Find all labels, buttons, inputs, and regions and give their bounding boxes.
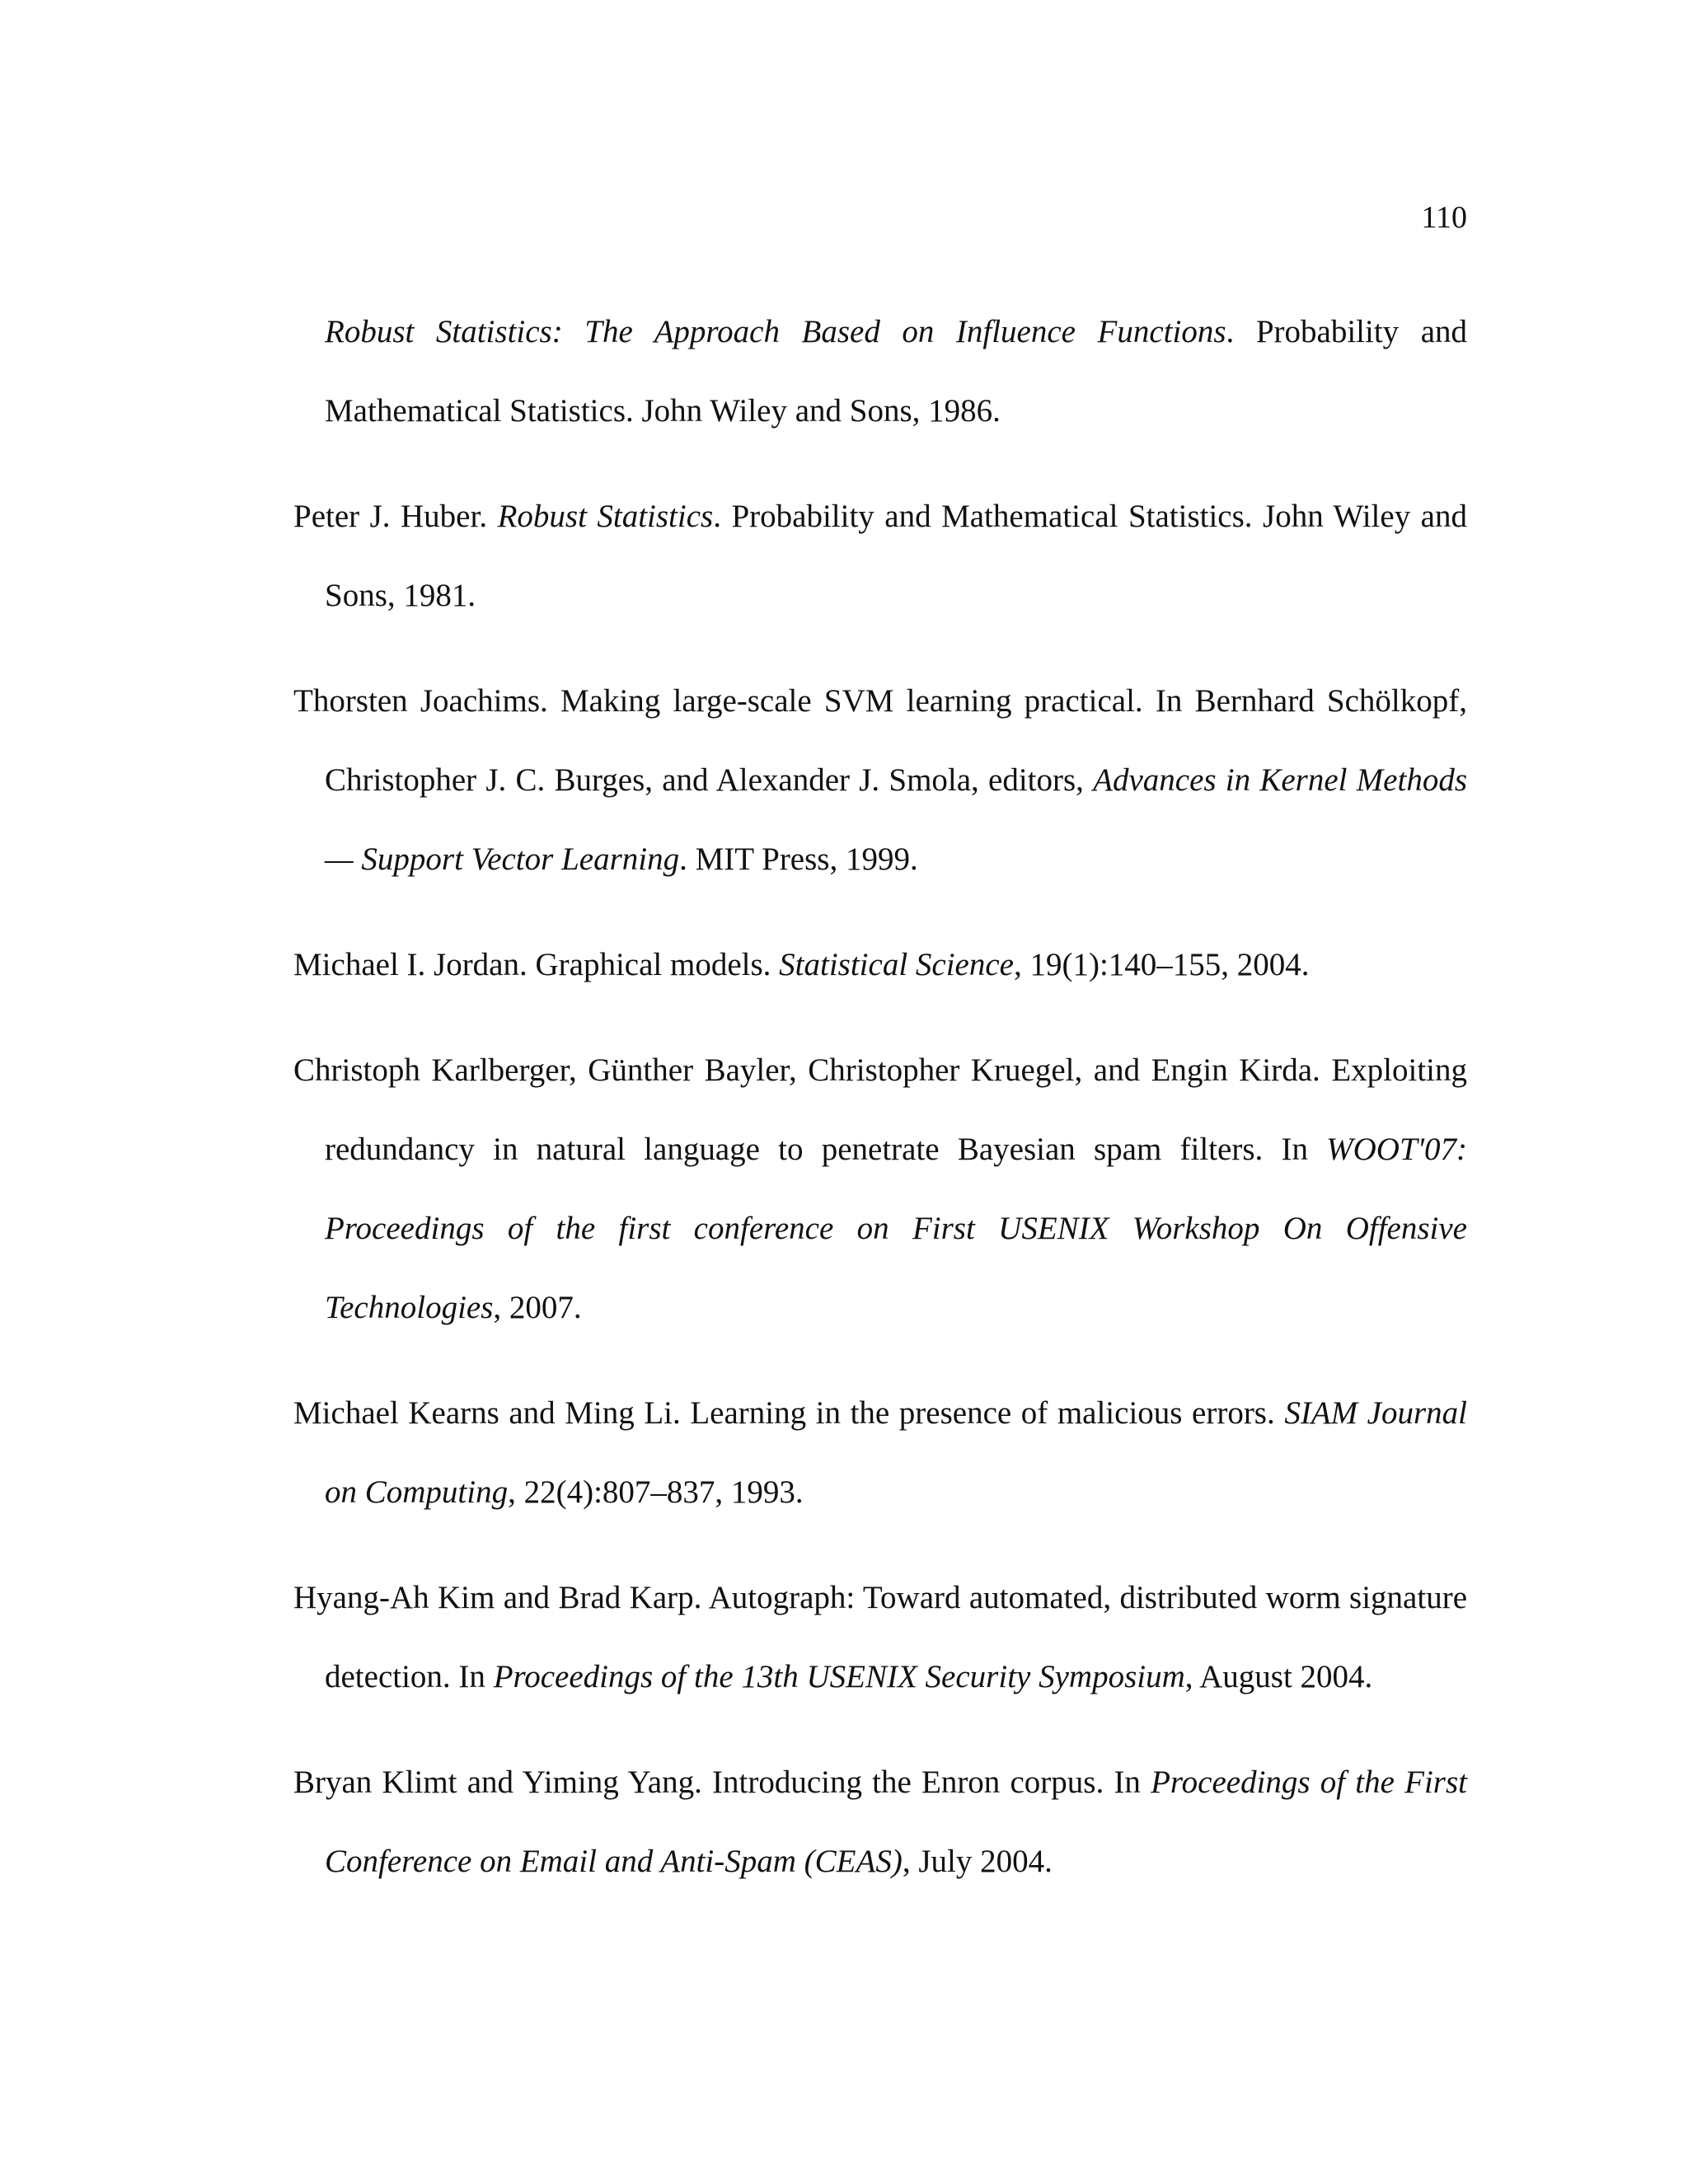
reference-venue-title: Advances in Kernel Methods — Support Vector Learning	[325, 762, 1467, 877]
reference-venue-title: Robust Statistics: The Approach Based on Influence Functions	[325, 314, 1226, 349]
reference-entry	[293, 1558, 1467, 1717]
reference-entry	[293, 477, 1467, 635]
reference-venue-title: Proceedings of the 13th USENIX Security Symposium	[493, 1659, 1185, 1694]
reference-text: , 19(1):140–155, 2004.	[1013, 947, 1310, 982]
reference-text: Thorsten Joachims. Making large-scale SVM learning practical. In Bernhard Schölkopf, Christopher J. C. Burges, and Alexander J. Smola, editors,	[293, 683, 1467, 798]
reference-text: Hyang-Ah Kim and Brad Karp. Autograph: Toward automated, distributed worm signature detection. In	[293, 1580, 1467, 1694]
page-number: 110	[1421, 200, 1467, 235]
reference-text: Christoph Karlberger, Günther Bayler, Christopher Kruegel, and Engin Kirda. Exploiting redundancy in natural language to penetrate Bayesian spam filters. In	[293, 1052, 1467, 1167]
reference-venue-title: SIAM Journal on Computing	[325, 1395, 1468, 1510]
reference-text: , August 2004.	[1184, 1659, 1373, 1694]
reference-text: , 2007.	[493, 1290, 582, 1325]
reference-entry	[293, 926, 1467, 1005]
reference-text: , July 2004.	[902, 1844, 1053, 1879]
reference-text: . Probability and Mathematical Statistics. John Wiley and Sons, 1986.	[325, 314, 1468, 429]
reference-text: Michael Kearns and Ming Li. Learning in the presence of malicious errors.	[293, 1395, 1285, 1431]
reference-text: Bryan Klimt and Yiming Yang. Introducing the Enron corpus. In	[293, 1765, 1151, 1800]
reference-venue-title: WOOT'07: Proceedings of the first conference on First USENIX Workshop On Offensive Technologies	[325, 1132, 1467, 1325]
reference-entry	[293, 1374, 1467, 1532]
reference-venue-title: Proceedings of the First Conference on Email and Anti-Spam (CEAS)	[325, 1765, 1467, 1879]
reference-list	[293, 293, 1467, 1928]
reference-entry	[293, 1743, 1467, 1901]
reference-text: Michael I. Jordan. Graphical models.	[293, 947, 780, 982]
reference-entry	[293, 1031, 1467, 1347]
reference-text: . MIT Press, 1999.	[679, 841, 918, 877]
reference-entry	[293, 662, 1467, 899]
reference-venue-title: Statistical Science	[779, 947, 1014, 982]
reference-entry	[293, 293, 1467, 451]
reference-text: Peter J. Huber.	[293, 499, 498, 534]
reference-text: . Probability and Mathematical Statistics. John Wiley and Sons, 1981.	[325, 499, 1467, 613]
reference-venue-title: Robust Statistics	[497, 499, 714, 534]
reference-text: , 22(4):807–837, 1993.	[508, 1474, 804, 1510]
